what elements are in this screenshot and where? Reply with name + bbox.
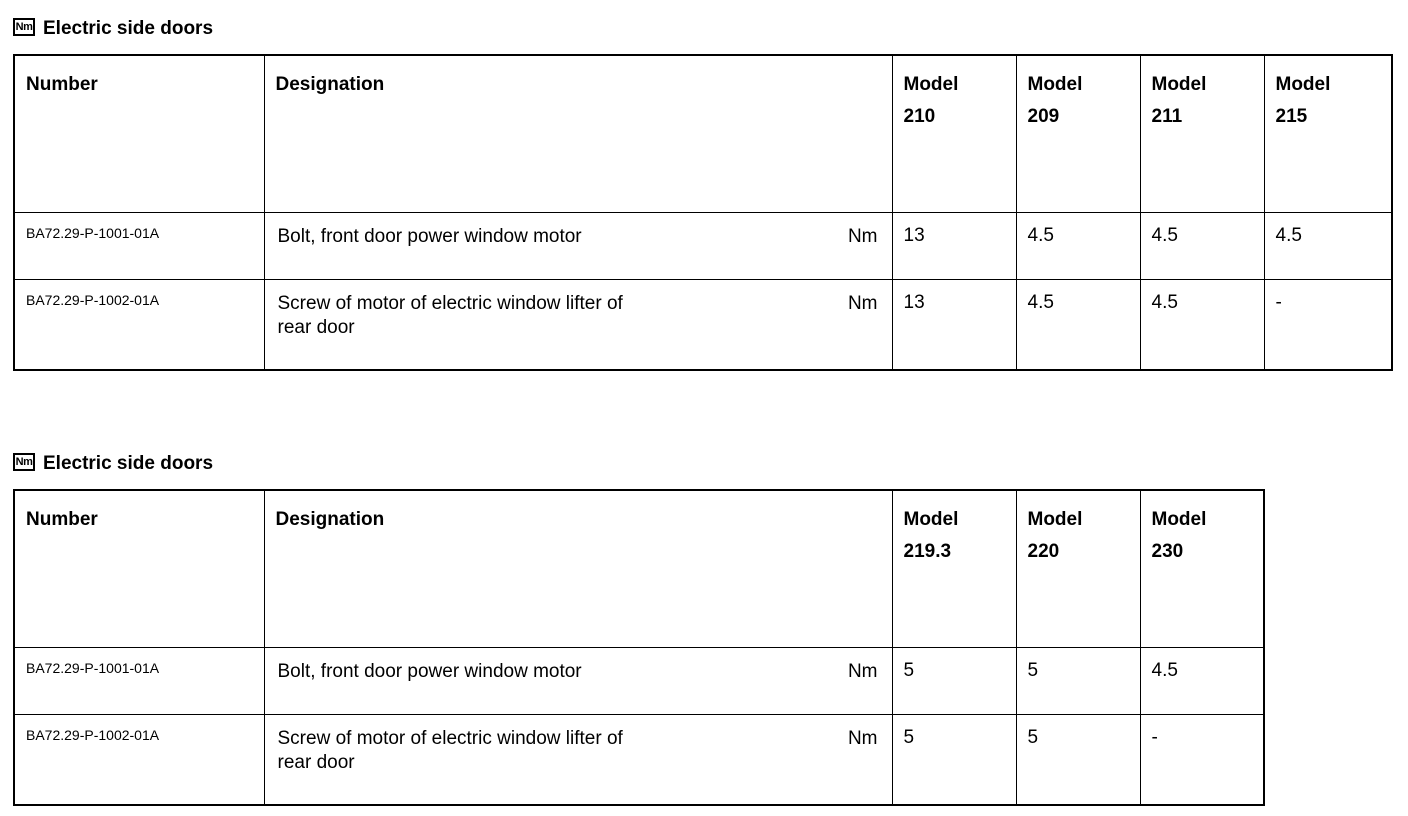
cell-number: BA72.29-P-1002-01A (14, 280, 264, 371)
header-model: Model 211 (1140, 55, 1264, 213)
table-row (14, 213, 1392, 280)
header-model: Model 220 (1016, 490, 1140, 648)
unit-label: Nm (847, 226, 878, 247)
torque-nm-icon: Nm (13, 453, 35, 471)
cell-value: 4.5 (1016, 280, 1140, 371)
cell-value: 5 (892, 648, 1016, 715)
torque-nm-icon: Nm (13, 18, 35, 36)
section-heading (13, 449, 1265, 479)
cell-number: BA72.29-P-1001-01A (14, 213, 264, 280)
table-row (14, 280, 1392, 371)
header-number: Number (14, 490, 264, 648)
header-model: Model 230 (1140, 490, 1264, 648)
cell-value: 5 (1016, 715, 1140, 806)
header-designation: Designation (264, 55, 892, 213)
cell-value: 5 (892, 715, 1016, 806)
section-title: Electric side doors (43, 18, 214, 39)
table-row (14, 648, 1264, 715)
torque-table (13, 54, 1393, 371)
cell-designation: Bolt, front door power window motor Nm (264, 648, 892, 715)
unit-label: Nm (847, 661, 878, 682)
header-model: Model 215 (1264, 55, 1392, 213)
cell-value: 13 (892, 280, 1016, 371)
header-designation: Designation (264, 490, 892, 648)
table-header-row (14, 490, 1264, 648)
cell-value: 13 (892, 213, 1016, 280)
cell-value: 4.5 (1264, 213, 1392, 280)
cell-value: 5 (1016, 648, 1140, 715)
cell-number: BA72.29-P-1001-01A (14, 648, 264, 715)
cell-designation: Bolt, front door power window motor Nm (264, 213, 892, 280)
section-electric-side-doors-1 (13, 14, 1393, 371)
cell-value: 4.5 (1140, 213, 1264, 280)
section-heading (13, 14, 1393, 44)
cell-value: 4.5 (1016, 213, 1140, 280)
header-number: Number (14, 55, 264, 213)
cell-number: BA72.29-P-1002-01A (14, 715, 264, 806)
cell-designation: Screw of motor of electric window lifter of rear door Nm (264, 715, 892, 806)
header-model: Model 209 (1016, 55, 1140, 213)
cell-designation: Screw of motor of electric window lifter of rear door Nm (264, 280, 892, 371)
cell-value: 4.5 (1140, 648, 1264, 715)
unit-label: Nm (847, 293, 878, 314)
cell-value: - (1140, 715, 1264, 806)
header-model: Model 210 (892, 55, 1016, 213)
cell-value: - (1264, 280, 1392, 371)
section-title: Electric side doors (43, 453, 214, 474)
unit-label: Nm (847, 728, 878, 749)
table-row (14, 715, 1264, 806)
header-model: Model 219.3 (892, 490, 1016, 648)
cell-value: 4.5 (1140, 280, 1264, 371)
table-header-row (14, 55, 1392, 213)
torque-table (13, 489, 1265, 806)
section-electric-side-doors-2 (13, 449, 1265, 806)
